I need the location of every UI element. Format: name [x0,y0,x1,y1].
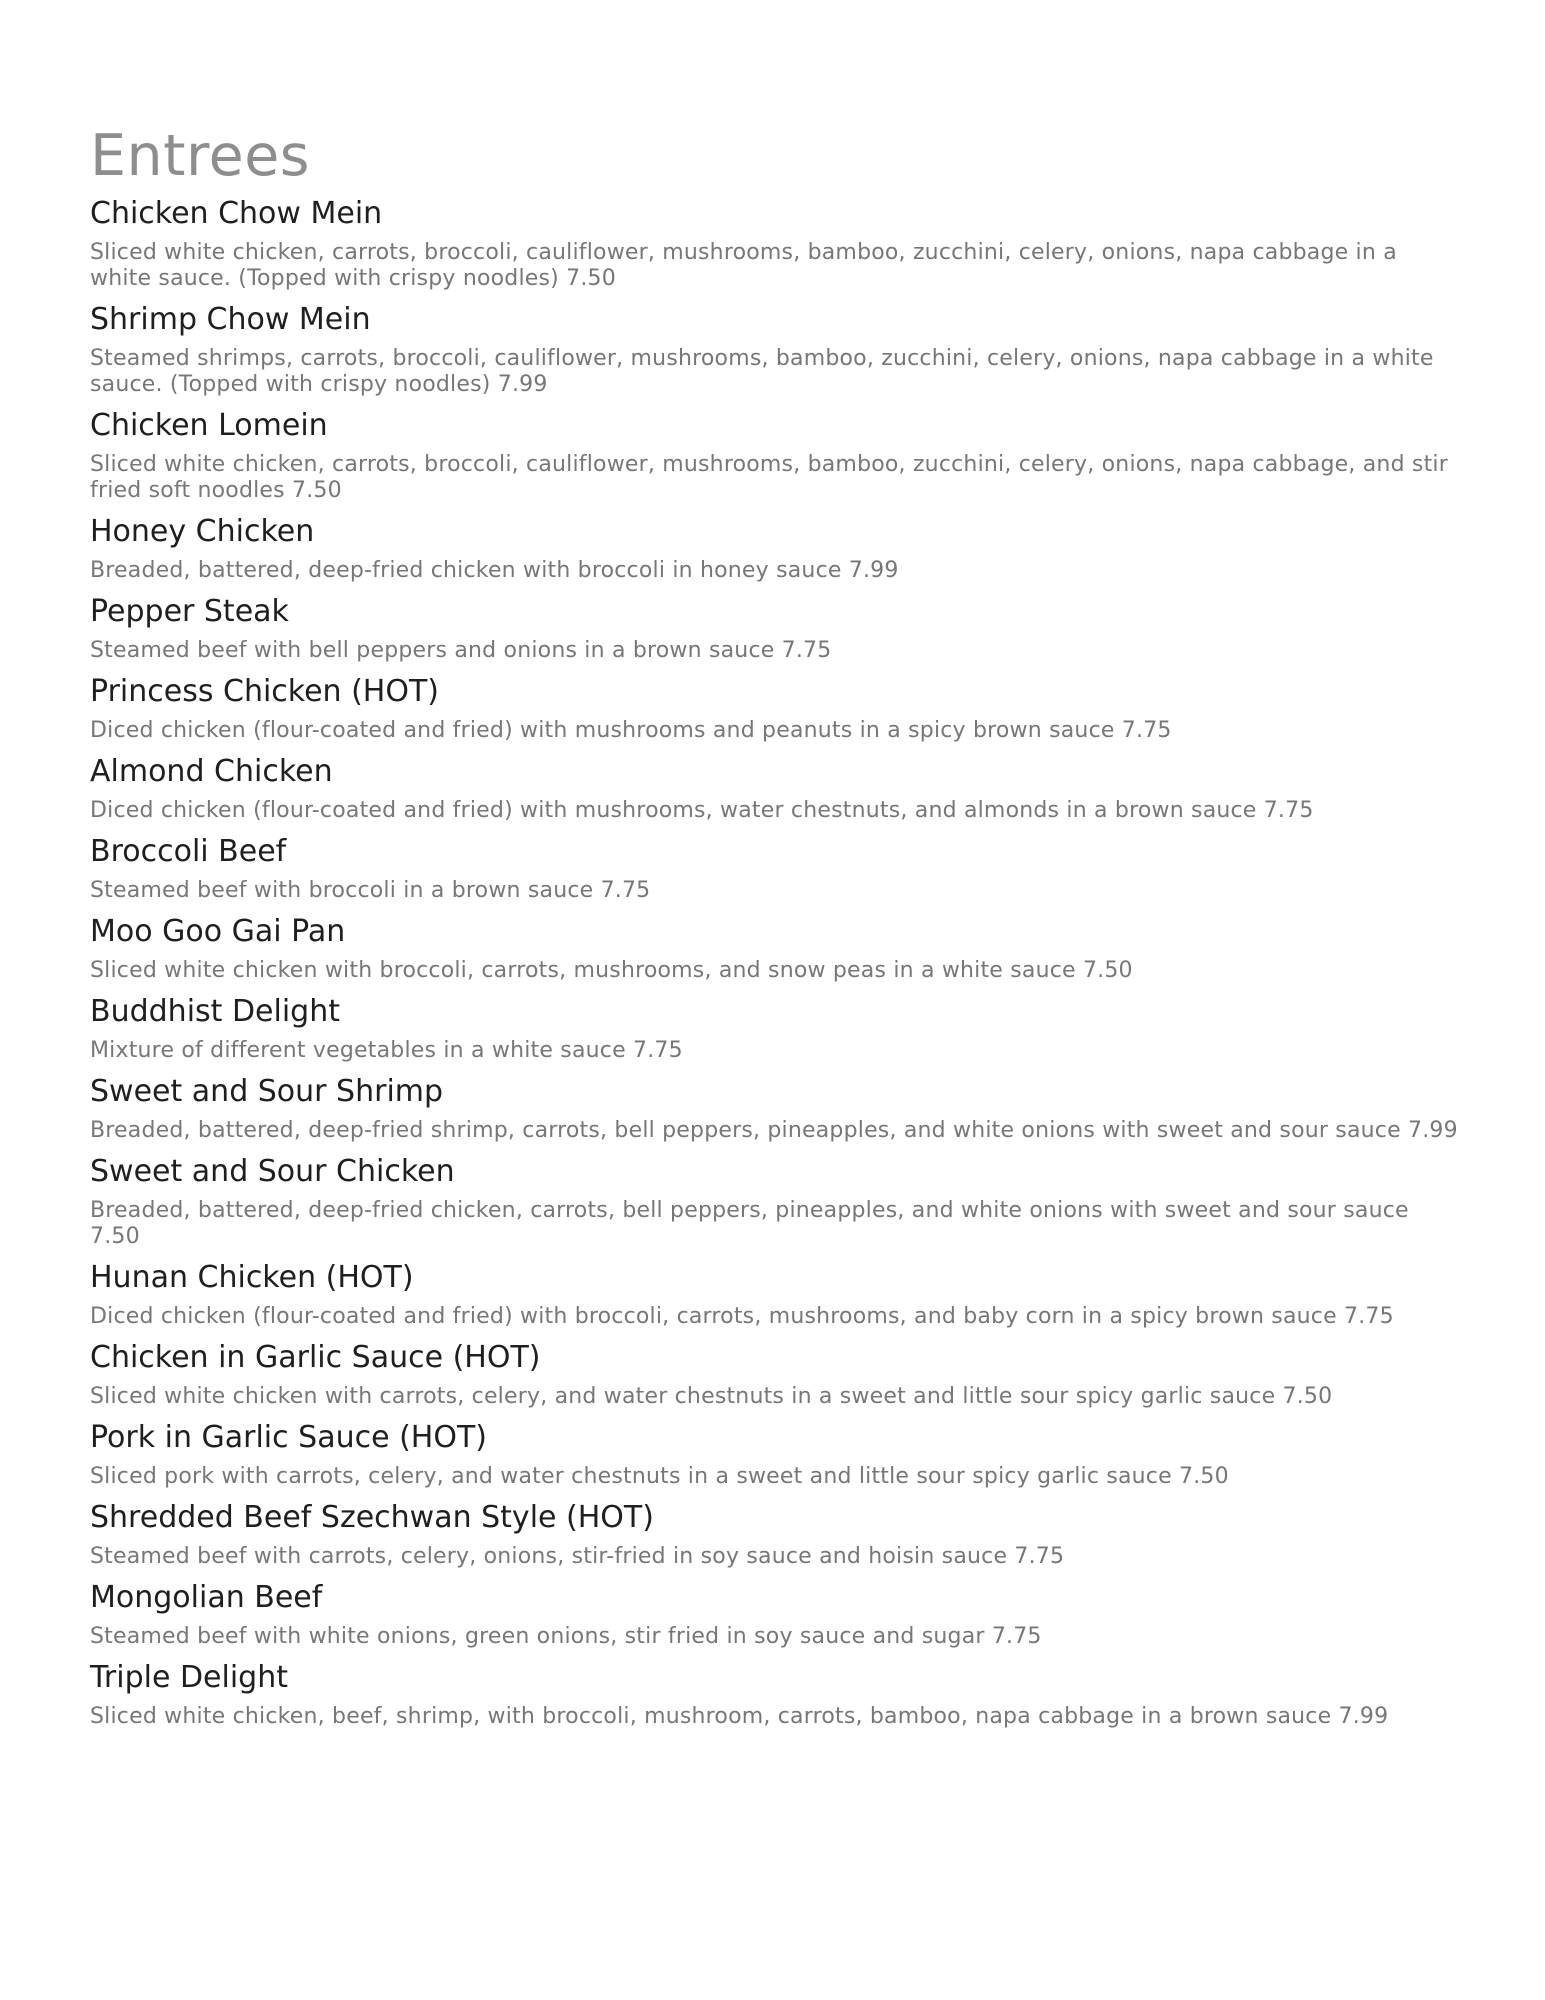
item-description: Steamed beef with carrots, celery, onions, stir-fried in soy sauce and hoisin sauce 7.75 [90,1544,1065,1569]
item-name: Princess Chicken (HOT) [90,674,439,709]
menu-item [90,512,1465,584]
item-description: Diced chicken (flour-coated and fried) with mushrooms, water chestnuts, and almonds in a brown sauce 7.75 [90,798,1314,823]
item-description: Sliced white chicken, carrots, broccoli, cauliflower, mushrooms, bamboo, zucchini, celery, onions, napa cabbage, and stir fried soft noodles 7.50 [90,452,1448,503]
menu-item [90,1338,1465,1410]
item-name: Broccoli Beef [90,834,287,869]
item-description: Sliced white chicken, carrots, broccoli, cauliflower, mushrooms, bamboo, zucchini, celery, onions, napa cabbage in a white sauce. (Topped with crispy noodles) 7.50 [90,240,1397,291]
item-description: Diced chicken (flour-coated and fried) with broccoli, carrots, mushrooms, and baby corn in a spicy brown sauce 7.75 [90,1304,1394,1329]
item-name: Pepper Steak [90,594,289,629]
item-name: Triple Delight [90,1660,289,1695]
item-name: Moo Goo Gai Pan [90,914,346,949]
item-name: Chicken in Garlic Sauce (HOT) [90,1340,541,1375]
item-name: Sweet and Sour Shrimp [90,1074,444,1109]
item-name: Chicken Chow Mein [90,196,383,231]
item-description: Breaded, battered, deep-fried chicken, carrots, bell peppers, pineapples, and white onions with sweet and sour sauce 7.50 [90,1198,1409,1249]
menu-item [90,1258,1465,1330]
menu-item [90,592,1465,664]
item-description: Steamed beef with broccoli in a brown sauce 7.75 [90,878,651,903]
item-name: Almond Chicken [90,754,333,789]
menu-page [90,118,1465,1730]
item-description: Diced chicken (flour-coated and fried) with mushrooms and peanuts in a spicy brown sauce 7.75 [90,718,1172,743]
menu-item [90,1578,1465,1650]
menu-item [90,672,1465,744]
item-name: Mongolian Beef [90,1580,323,1615]
item-description: Breaded, battered, deep-fried chicken with broccoli in honey sauce 7.99 [90,558,899,583]
menu-item [90,300,1465,398]
menu-item [90,832,1465,904]
item-description: Steamed beef with white onions, green onions, stir fried in soy sauce and sugar 7.75 [90,1624,1042,1649]
item-name: Shredded Beef Szechwan Style (HOT) [90,1500,654,1535]
item-description: Sliced white chicken with broccoli, carrots, mushrooms, and snow peas in a white sauce 7.50 [90,958,1133,983]
item-description: Steamed shrimps, carrots, broccoli, cauliflower, mushrooms, bamboo, zucchini, celery, onions, napa cabbage in a white sauce. (Topped with crispy noodles) 7.99 [90,346,1434,397]
item-description: Mixture of different vegetables in a white sauce 7.75 [90,1038,683,1063]
menu-list [90,194,1465,1730]
item-name: Chicken Lomein [90,408,328,443]
item-description: Sliced pork with carrots, celery, and water chestnuts in a sweet and little sour spicy garlic sauce 7.50 [90,1464,1229,1489]
menu-item [90,1152,1465,1250]
item-name: Shrimp Chow Mein [90,302,371,337]
menu-item [90,1418,1465,1490]
item-description: Breaded, battered, deep-fried shrimp, carrots, bell peppers, pineapples, and white onions with sweet and sour sauce 7.99 [90,1118,1458,1143]
item-description: Steamed beef with bell peppers and onions in a brown sauce 7.75 [90,638,832,663]
item-name: Buddhist Delight [90,994,341,1029]
menu-item [90,406,1465,504]
item-description: Sliced white chicken, beef, shrimp, with broccoli, mushroom, carrots, bamboo, napa cabbage in a brown sauce 7.99 [90,1704,1389,1729]
item-name: Honey Chicken [90,514,315,549]
item-name: Sweet and Sour Chicken [90,1154,455,1189]
menu-item [90,1498,1465,1570]
item-name: Pork in Garlic Sauce (HOT) [90,1420,488,1455]
menu-item [90,1658,1465,1730]
item-name: Hunan Chicken (HOT) [90,1260,414,1295]
menu-item [90,194,1465,292]
menu-item [90,992,1465,1064]
menu-item [90,1072,1465,1144]
menu-item [90,752,1465,824]
section-title: Entrees [90,123,311,189]
item-description: Sliced white chicken with carrots, celery, and water chestnuts in a sweet and little sour spicy garlic sauce 7.50 [90,1384,1333,1409]
menu-item [90,912,1465,984]
